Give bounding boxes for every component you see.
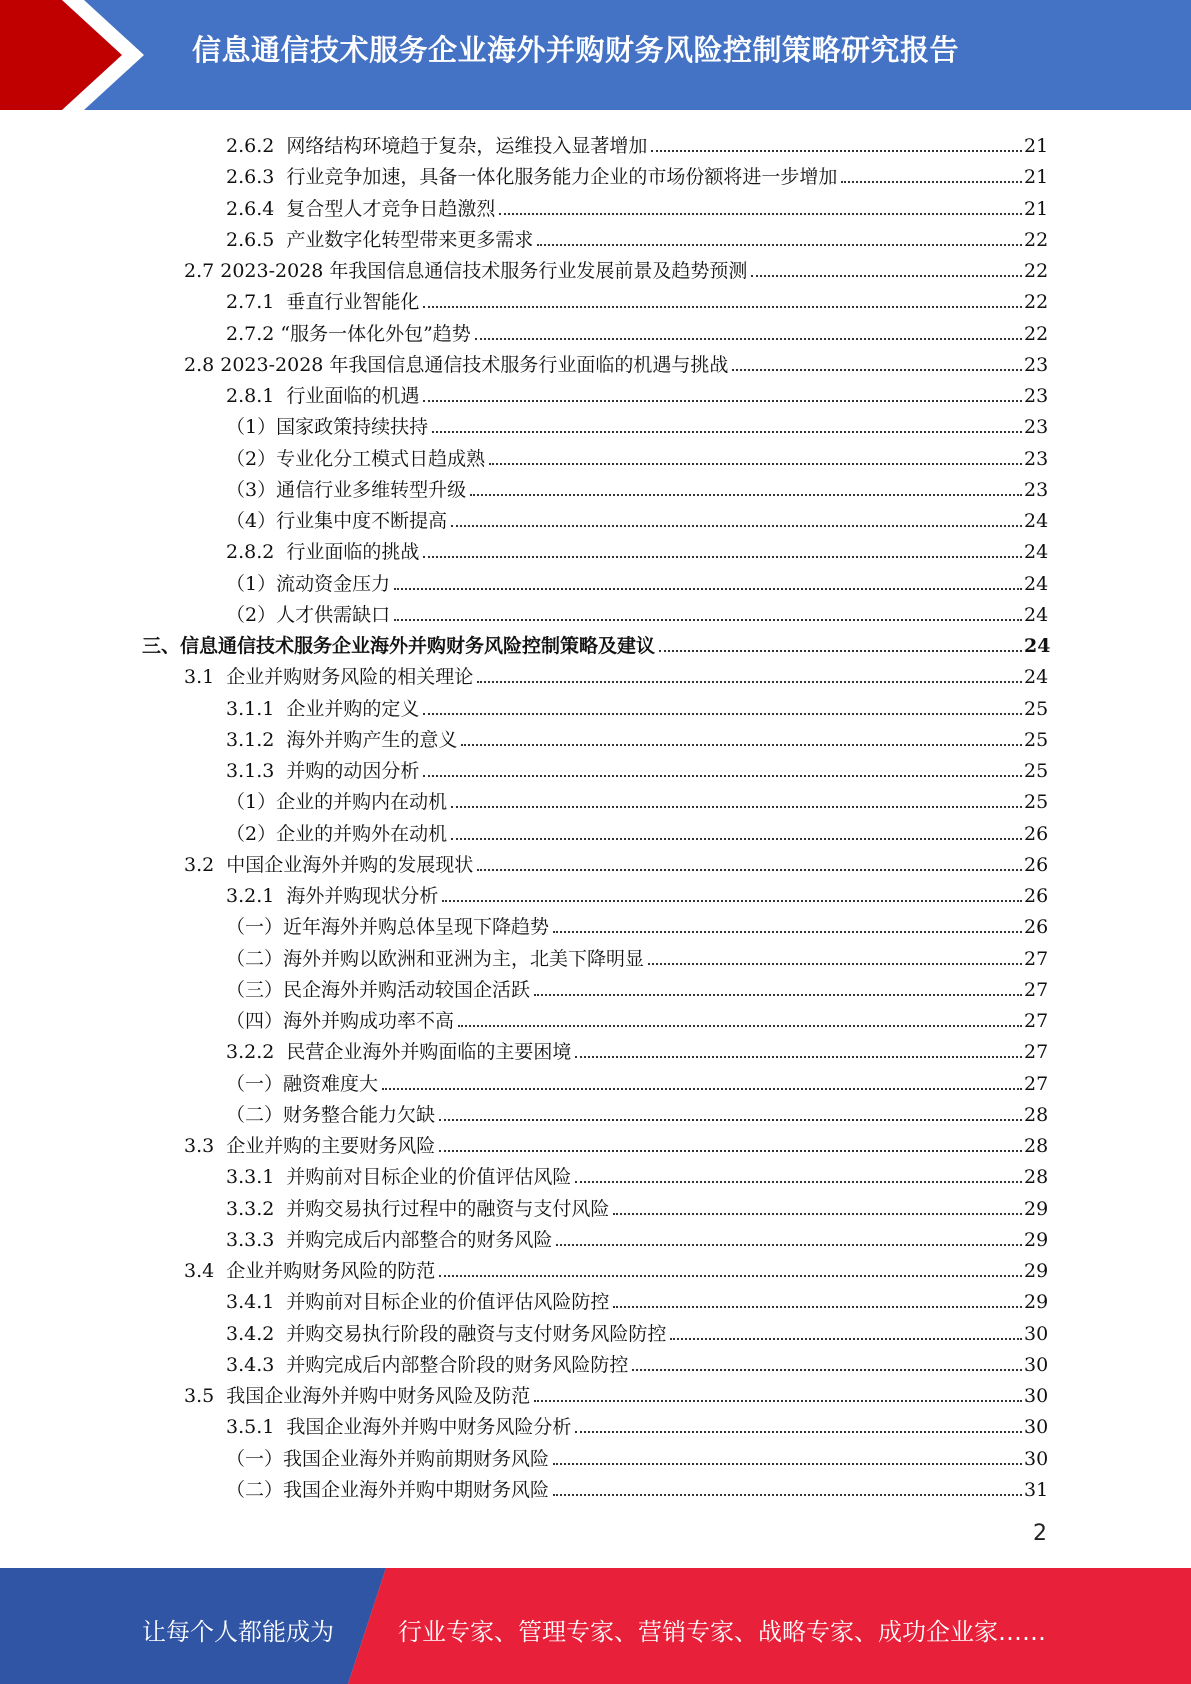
- toc-entry-label: （1）流动资金压力: [226, 572, 391, 595]
- toc-entry[interactable]: [226, 1440, 1048, 1471]
- toc-entry-label: 3.5 我国企业海外并购中财务风险及防范: [184, 1385, 531, 1407]
- toc-entry[interactable]: [226, 158, 1048, 189]
- toc-dot-leader: [382, 1088, 1022, 1090]
- toc-entry-label: 3.3.2 并购交易执行过程中的融资与支付风险: [226, 1197, 610, 1220]
- toc-entry[interactable]: [184, 846, 1048, 877]
- toc-entry-label: 3.5.1 我国企业海外并购中财务风险分析: [226, 1416, 572, 1439]
- toc-entry-label: 2.8.1 行业面临的机遇: [226, 385, 420, 407]
- toc-entry[interactable]: [226, 127, 1048, 158]
- toc-entry[interactable]: [226, 1002, 1048, 1033]
- toc-entry[interactable]: [226, 315, 1048, 346]
- toc-dot-leader: [477, 681, 1022, 683]
- toc-entry-page: 24: [1024, 572, 1049, 595]
- toc-entry-page: 23: [1024, 447, 1049, 470]
- toc-entry-label: 2.6.3 行业竞争加速，具备一体化服务能力企业的市场份额将进一步增加: [226, 166, 838, 189]
- page-footer: [0, 1568, 1191, 1684]
- toc-dot-leader: [394, 588, 1022, 590]
- toc-dot-leader: [841, 181, 1022, 183]
- toc-entry[interactable]: [226, 1471, 1048, 1502]
- toc-entry-page: 29: [1024, 1197, 1049, 1220]
- toc-entry[interactable]: [226, 752, 1048, 783]
- toc-dot-leader: [423, 306, 1022, 308]
- toc-entry-label: 3.4 企业并购财务风险的防范: [184, 1260, 436, 1282]
- toc-entry-page: 27: [1024, 947, 1049, 970]
- page-header: [0, 0, 1191, 110]
- toc-dot-leader: [632, 1369, 1022, 1371]
- toc-dot-leader: [432, 431, 1022, 433]
- toc-entry-page: 28: [1024, 1135, 1049, 1157]
- toc-entry[interactable]: [226, 377, 1048, 408]
- toc-entry[interactable]: [226, 565, 1048, 596]
- toc-dot-leader: [534, 994, 1022, 996]
- toc-entry-label: 3.1.2 海外并购产生的意义: [226, 728, 458, 751]
- toc-dot-leader: [670, 1338, 1022, 1340]
- toc-entry-label: 2.7.2 “服务一体化外包”趋势: [226, 322, 471, 345]
- toc-entry-label: 2.6.2 网络结构环境趋于复杂，运维投入显著增加: [226, 135, 648, 157]
- toc-dot-leader: [553, 1463, 1022, 1465]
- toc-dot-leader: [556, 1244, 1022, 1246]
- toc-entry-label: 三、信息通信技术服务企业海外并购财务风险控制策略及建议: [142, 635, 656, 657]
- toc-entry-page: 25: [1024, 760, 1049, 782]
- toc-entry-page: 22: [1024, 291, 1049, 314]
- toc-dot-leader: [475, 338, 1022, 340]
- toc-entry-page: 31: [1024, 1478, 1049, 1501]
- toc-entry[interactable]: [226, 1065, 1048, 1096]
- toc-dot-leader: [451, 525, 1022, 527]
- toc-entry-label: 3.2.2 民营企业海外并购面临的主要困境: [226, 1041, 572, 1064]
- toc-dot-leader: [651, 150, 1022, 152]
- toc-entry-label: 2.7 2023-2028 年我国信息通信技术服务行业发展前景及趋势预测: [184, 260, 748, 282]
- toc-entry-label: 2.7.1 垂直行业智能化: [226, 291, 420, 314]
- toc-entry-page: 21: [1024, 166, 1049, 189]
- toc-dot-leader: [458, 1025, 1022, 1027]
- toc-entry[interactable]: [184, 1252, 1048, 1283]
- toc-dot-leader: [442, 900, 1022, 902]
- toc-entry-label: 3.4.3 并购完成后内部整合阶段的财务风险防控: [226, 1353, 629, 1376]
- toc-entry[interactable]: [226, 1033, 1048, 1064]
- toc-entry[interactable]: [226, 1190, 1048, 1221]
- footer-slogan-left: 让每个人都能成为: [142, 1618, 334, 1646]
- toc-entry-page: 26: [1024, 916, 1049, 939]
- toc-entry-label: 3.1.3 并购的动因分析: [226, 760, 420, 782]
- toc-entry[interactable]: [184, 252, 1048, 283]
- toc-entry[interactable]: [226, 471, 1048, 502]
- toc-entry-page: 26: [1024, 885, 1049, 907]
- toc-dot-leader: [575, 1431, 1022, 1433]
- toc-entry-label: （1）国家政策持续扶持: [226, 416, 429, 439]
- toc-entry[interactable]: [226, 1283, 1048, 1314]
- toc-entry[interactable]: [226, 783, 1048, 814]
- toc-entry-page: 30: [1024, 1353, 1049, 1376]
- toc-entry[interactable]: [226, 533, 1048, 564]
- toc-entry-label: （二）财务整合能力欠缺: [226, 1103, 436, 1126]
- toc-entry-label: （2）人才供需缺口: [226, 603, 391, 626]
- toc-dot-leader: [439, 1119, 1022, 1121]
- toc-entry-page: 24: [1024, 666, 1049, 689]
- toc-entry-label: （二）我国企业海外并购中期财务风险: [226, 1478, 550, 1501]
- toc-entry-page: 27: [1024, 1041, 1049, 1064]
- toc-entry-label: （4）行业集中度不断提高: [226, 510, 448, 532]
- toc-entry-page: 29: [1024, 1291, 1049, 1314]
- toc-dot-leader: [461, 744, 1022, 746]
- toc-entry[interactable]: [184, 658, 1048, 689]
- toc-dot-leader: [613, 1306, 1022, 1308]
- toc-entry-label: 3.4.1 并购前对目标企业的价值评估风险防控: [226, 1291, 610, 1314]
- toc-entry-page: 27: [1024, 1072, 1049, 1095]
- toc-entry-label: （2）专业化分工模式日趋成熟: [226, 447, 486, 470]
- toc-entry-page: 22: [1024, 260, 1049, 282]
- toc-dot-leader: [537, 244, 1022, 246]
- toc-entry-label: （一）融资难度大: [226, 1072, 379, 1095]
- toc-entry-label: 2.8.2 行业面临的挑战: [226, 541, 420, 564]
- toc-entry-page: 21: [1024, 135, 1049, 157]
- toc-entry-label: （四）海外并购成功率不高: [226, 1010, 455, 1032]
- toc-entry-page: 24: [1024, 541, 1049, 564]
- toc-dot-leader: [439, 1150, 1022, 1152]
- footer-slogan-right: 行业专家、管理专家、营销专家、战略专家、成功企业家……: [398, 1618, 1046, 1646]
- toc-dot-leader: [553, 1494, 1022, 1496]
- toc-entry-label: （一）我国企业海外并购前期财务风险: [226, 1447, 550, 1470]
- toc-entry-page: 30: [1024, 1385, 1049, 1407]
- toc-entry[interactable]: [226, 721, 1048, 752]
- toc-entry-page: 28: [1024, 1103, 1049, 1126]
- toc-entry-page: 23: [1024, 416, 1049, 439]
- toc-entry-label: 3.2.1 海外并购现状分析: [226, 885, 439, 907]
- toc-entry-label: （三）民企海外并购活动较国企活跃: [226, 978, 531, 1001]
- toc-entry-label: （1）企业的并购内在动机: [226, 791, 448, 814]
- toc-entry[interactable]: [226, 690, 1048, 721]
- toc-entry[interactable]: [226, 440, 1048, 471]
- toc-entry[interactable]: [184, 1377, 1048, 1408]
- toc-entry[interactable]: [142, 627, 1051, 658]
- toc-entry-page: 25: [1024, 728, 1049, 751]
- toc-entry-label: 3.1.1 企业并购的定义: [226, 697, 420, 720]
- toc-dot-leader: [659, 650, 1022, 652]
- toc-entry[interactable]: [226, 408, 1048, 439]
- toc-entry[interactable]: [226, 221, 1048, 252]
- toc-entry[interactable]: [226, 1158, 1048, 1189]
- toc-entry-page: 30: [1024, 1322, 1049, 1345]
- toc-dot-leader: [751, 275, 1022, 277]
- toc-entry-page: 29: [1024, 1228, 1049, 1251]
- toc-entry-page: 23: [1024, 353, 1049, 376]
- toc-dot-leader: [489, 463, 1022, 465]
- toc-entry[interactable]: [226, 502, 1048, 533]
- toc-entry-page: 27: [1024, 978, 1049, 1001]
- toc-entry[interactable]: [226, 971, 1048, 1002]
- report-title: 信息通信技术服务企业海外并购财务风险控制策略研究报告: [192, 33, 960, 67]
- page-number: 2: [1033, 1521, 1047, 1546]
- toc-entry-label: （2）企业的并购外在动机: [226, 822, 448, 845]
- toc-entry[interactable]: [226, 940, 1048, 971]
- toc-entry[interactable]: [226, 190, 1048, 221]
- toc-dot-leader: [423, 713, 1022, 715]
- toc-entry-page: 26: [1024, 822, 1049, 845]
- toc-entry-label: 3.3.1 并购前对目标企业的价值评估风险: [226, 1166, 572, 1189]
- toc-entry-label: 3.3 企业并购的主要财务风险: [184, 1135, 436, 1157]
- toc-entry-page: 23: [1024, 478, 1049, 501]
- toc-entry-page: 22: [1024, 322, 1049, 345]
- toc-dot-leader: [648, 963, 1022, 965]
- toc-entry[interactable]: [226, 1315, 1048, 1346]
- toc-entry-label: 2.6.4 复合型人才竞争日趋激烈: [226, 197, 496, 220]
- toc-entry[interactable]: [226, 1221, 1048, 1252]
- toc-entry-page: 25: [1024, 697, 1049, 720]
- toc-dot-leader: [575, 1181, 1022, 1183]
- toc-entry-label: （一）近年海外并购总体呈现下降趋势: [226, 916, 550, 939]
- toc-dot-leader: [575, 1056, 1022, 1058]
- toc-dot-leader: [470, 494, 1022, 496]
- toc-entry-page: 24: [1024, 603, 1049, 626]
- toc-entry-page: 28: [1024, 1166, 1049, 1189]
- toc-entry-page: 21: [1024, 197, 1049, 220]
- toc-dot-leader: [423, 775, 1022, 777]
- toc-entry-page: 24: [1024, 510, 1049, 532]
- toc-dot-leader: [613, 1213, 1022, 1215]
- toc-dot-leader: [534, 1400, 1022, 1402]
- toc-entry[interactable]: [226, 908, 1048, 939]
- toc-entry-page: 23: [1024, 385, 1049, 407]
- toc-entry-page: 26: [1024, 853, 1049, 876]
- toc-entry-label: 3.4.2 并购交易执行阶段的融资与支付财务风险防控: [226, 1322, 667, 1345]
- toc-entry-page: 27: [1024, 1010, 1049, 1032]
- toc-entry-label: 3.1 企业并购财务风险的相关理论: [184, 666, 474, 689]
- toc-dot-leader: [477, 869, 1022, 871]
- toc-dot-leader: [451, 838, 1022, 840]
- toc-dot-leader: [423, 556, 1022, 558]
- toc-entry-page: 24: [1024, 635, 1051, 657]
- toc-entry-label: 2.8 2023-2028 年我国信息通信技术服务行业面临的机遇与挑战: [184, 353, 729, 376]
- toc-dot-leader: [394, 619, 1022, 621]
- toc-dot-leader: [423, 400, 1022, 402]
- toc-dot-leader: [732, 369, 1022, 371]
- toc-dot-leader: [439, 1275, 1022, 1277]
- toc-entry-label: 2.6.5 产业数字化转型带来更多需求: [226, 228, 534, 251]
- toc-entry[interactable]: [184, 346, 1048, 377]
- toc-entry[interactable]: [184, 1127, 1048, 1158]
- toc-entry-page: 29: [1024, 1260, 1049, 1282]
- toc-entry[interactable]: [226, 1346, 1048, 1377]
- toc-dot-leader: [451, 806, 1022, 808]
- toc-entry-page: 22: [1024, 228, 1049, 251]
- toc-entry-page: 25: [1024, 791, 1049, 814]
- toc-entry[interactable]: [226, 815, 1048, 846]
- toc-entry[interactable]: [226, 877, 1048, 908]
- toc-entry-page: 30: [1024, 1447, 1049, 1470]
- toc-entry[interactable]: [226, 1408, 1048, 1439]
- toc-entry-label: （二）海外并购以欧洲和亚洲为主，北美下降明显: [226, 947, 645, 970]
- toc-dot-leader: [553, 931, 1022, 933]
- toc-entry-label: 3.2 中国企业海外并购的发展现状: [184, 853, 474, 876]
- toc-entry-label: （3）通信行业多维转型升级: [226, 478, 467, 501]
- toc-dot-leader: [499, 213, 1022, 215]
- toc-entry[interactable]: [226, 596, 1048, 627]
- toc-entry-page: 30: [1024, 1416, 1049, 1439]
- toc-entry[interactable]: [226, 283, 1048, 314]
- toc-entry-label: 3.3.3 并购完成后内部整合的财务风险: [226, 1228, 553, 1251]
- toc-entry[interactable]: [226, 1096, 1048, 1127]
